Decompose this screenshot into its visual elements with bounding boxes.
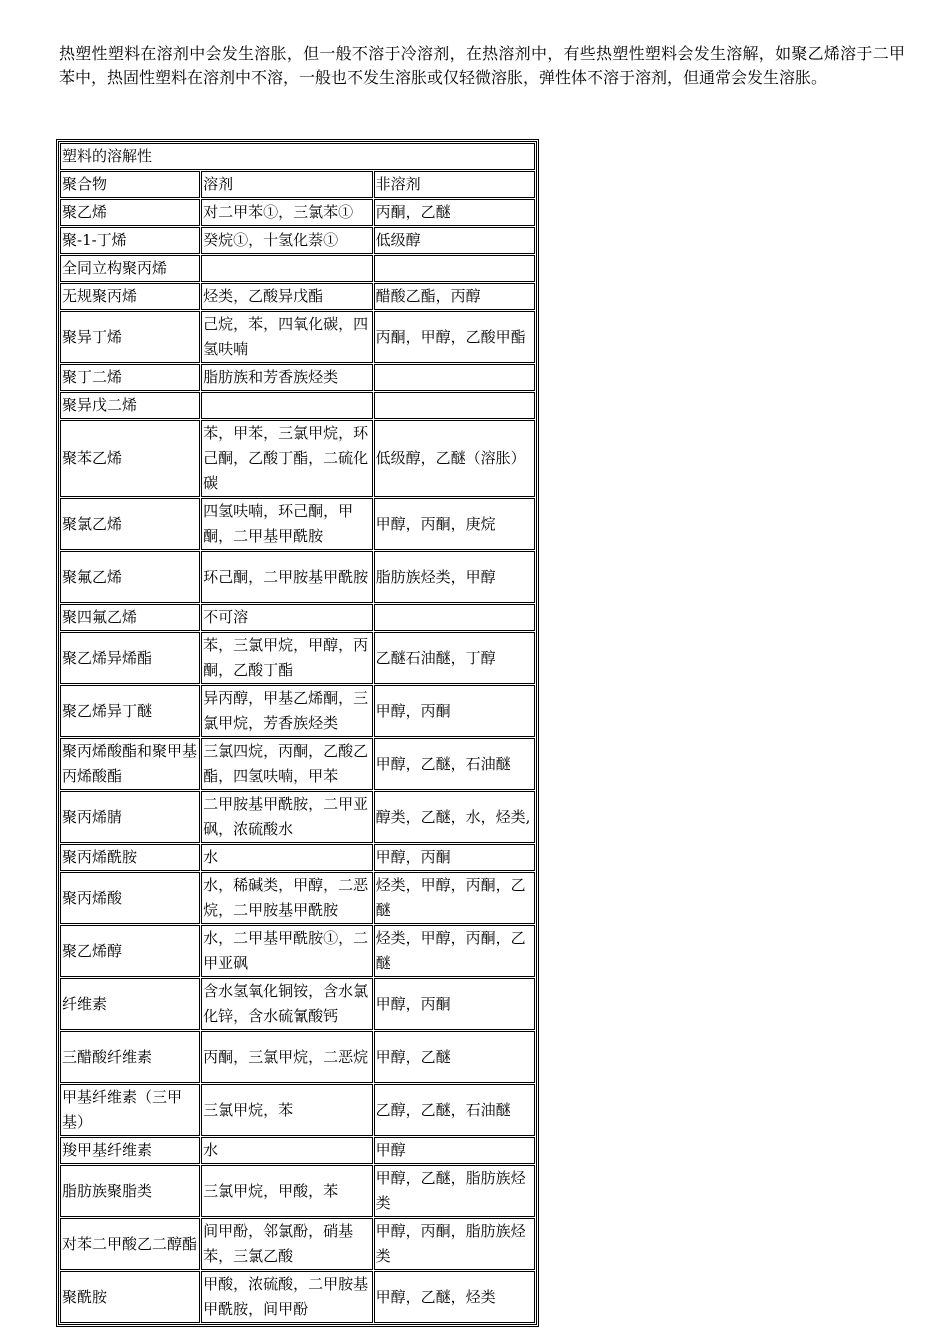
cell-non-solvent: 甲醇，乙醚 bbox=[374, 1031, 535, 1083]
cell-polymer: 脂肪族聚脂类 bbox=[60, 1165, 200, 1217]
cell-polymer: 聚酰胺 bbox=[60, 1271, 200, 1323]
cell-polymer: 对苯二甲酸乙二醇酯 bbox=[60, 1218, 200, 1270]
cell-non-solvent: 低级醇，乙醚（溶胀） bbox=[374, 420, 535, 497]
intro-paragraph: 热塑性塑料在溶剂中会发生溶胀，但一般不溶于冷溶剂，在热溶剂中，有些热塑性塑料会发生溶解，如聚乙烯溶于二甲苯中，热固性塑料在溶剂中不溶，一般也不发生溶胀或仅轻微溶胀，弹性体不溶于溶剂，但通常会发生溶胀。 bbox=[59, 44, 905, 87]
cell-solvent: 二甲胺基甲酰胺，二甲亚砜，浓硫酸水 bbox=[201, 791, 372, 843]
cell-polymer: 聚四氟乙烯 bbox=[60, 604, 200, 631]
cell-non-solvent: 甲醇，丙酮，庚烷 bbox=[374, 498, 535, 550]
table-header-row bbox=[60, 171, 535, 198]
cell-solvent: 环己酮，二甲胺基甲酰胺 bbox=[201, 551, 372, 603]
cell-solvent: 甲酸，浓硫酸，二甲胺基甲酰胺，间甲酚 bbox=[201, 1271, 372, 1323]
cell-solvent: 含水氢氧化铜铵，含水氯化锌，含水硫氰酸钙 bbox=[201, 978, 372, 1030]
table-row bbox=[60, 604, 535, 631]
table-row bbox=[60, 255, 535, 282]
cell-polymer: 聚异戊二烯 bbox=[60, 392, 200, 419]
table-row bbox=[60, 872, 535, 924]
cell-polymer: 聚乙烯 bbox=[60, 199, 200, 226]
cell-polymer: 聚丙烯腈 bbox=[60, 791, 200, 843]
cell-non-solvent: 醋酸乙酯，丙醇 bbox=[374, 283, 535, 310]
cell-solvent: 水 bbox=[201, 1137, 372, 1164]
cell-polymer: 三醋酸纤维素 bbox=[60, 1031, 200, 1083]
cell-solvent: 异丙醇，甲基乙烯酮，三氯甲烷，芳香族烃类 bbox=[201, 685, 372, 737]
cell-non-solvent: 烃类，甲醇，丙酮，乙醚 bbox=[374, 925, 535, 977]
cell-solvent: 三氯四烷，丙酮，乙酸乙酯，四氢呋喃，甲苯 bbox=[201, 738, 372, 790]
cell-polymer: 聚乙烯异丁醚 bbox=[60, 685, 200, 737]
cell-polymer: 聚丁二烯 bbox=[60, 364, 200, 391]
table-row bbox=[60, 791, 535, 843]
cell-solvent: 水 bbox=[201, 844, 372, 871]
cell-non-solvent: 甲醇，丙酮 bbox=[374, 844, 535, 871]
cell-polymer: 全同立构聚丙烯 bbox=[60, 255, 200, 282]
cell-solvent bbox=[201, 392, 372, 419]
table-row bbox=[60, 227, 535, 254]
cell-non-solvent: 甲醇，乙醚，石油醚 bbox=[374, 738, 535, 790]
cell-non-solvent: 甲醇，丙酮 bbox=[374, 978, 535, 1030]
table-caption: 塑料的溶解性 bbox=[60, 143, 535, 170]
table-caption-row bbox=[60, 143, 535, 170]
cell-polymer: 聚异丁烯 bbox=[60, 311, 200, 363]
cell-polymer: 聚丙烯酸酯和聚甲基丙烯酸酯 bbox=[60, 738, 200, 790]
table-row bbox=[60, 738, 535, 790]
table-row bbox=[60, 311, 535, 363]
header-polymer: 聚合物 bbox=[60, 171, 200, 198]
cell-solvent: 三氯甲烷，甲酸，苯 bbox=[201, 1165, 372, 1217]
cell-non-solvent: 甲醇，乙醚，脂肪族烃类 bbox=[374, 1165, 535, 1217]
cell-polymer: 聚乙烯醇 bbox=[60, 925, 200, 977]
cell-solvent: 四氢呋喃，环己酮，甲酮，二甲基甲酰胺 bbox=[201, 498, 372, 550]
table-row bbox=[60, 1271, 535, 1323]
solubility-table bbox=[58, 141, 537, 1325]
cell-polymer: 聚氯乙烯 bbox=[60, 498, 200, 550]
cell-polymer: 聚-1-丁烯 bbox=[60, 227, 200, 254]
cell-polymer: 聚丙烯酰胺 bbox=[60, 844, 200, 871]
cell-solvent: 苯，甲苯，三氯甲烷，环己酮，乙酸丁酯，二硫化碳 bbox=[201, 420, 372, 497]
cell-non-solvent: 烃类，甲醇，丙酮，乙醚 bbox=[374, 872, 535, 924]
cell-non-solvent bbox=[374, 364, 535, 391]
table-row bbox=[60, 1165, 535, 1217]
table-row bbox=[60, 1137, 535, 1164]
table-row bbox=[60, 1218, 535, 1270]
cell-solvent: 不可溶 bbox=[201, 604, 372, 631]
cell-non-solvent bbox=[374, 392, 535, 419]
cell-polymer: 甲基纤维素（三甲基） bbox=[60, 1084, 200, 1136]
cell-non-solvent bbox=[374, 604, 535, 631]
cell-non-solvent: 甲醇 bbox=[374, 1137, 535, 1164]
table-row bbox=[60, 632, 535, 684]
table-row bbox=[60, 925, 535, 977]
table-row bbox=[60, 844, 535, 871]
table-row bbox=[60, 685, 535, 737]
table-row bbox=[60, 420, 535, 497]
table-row bbox=[60, 283, 535, 310]
cell-solvent: 间甲酚，邻氯酚，硝基苯，三氯乙酸 bbox=[201, 1218, 372, 1270]
header-non-solvent: 非溶剂 bbox=[374, 171, 535, 198]
cell-solvent: 癸烷①，十氢化萘① bbox=[201, 227, 372, 254]
cell-solvent bbox=[201, 255, 372, 282]
table-row bbox=[60, 364, 535, 391]
cell-non-solvent: 甲醇，丙酮 bbox=[374, 685, 535, 737]
table-row bbox=[60, 498, 535, 550]
cell-non-solvent: 甲醇，乙醚，烃类 bbox=[374, 1271, 535, 1323]
cell-polymer: 羧甲基纤维素 bbox=[60, 1137, 200, 1164]
cell-polymer: 聚苯乙烯 bbox=[60, 420, 200, 497]
cell-polymer: 聚乙烯异烯酯 bbox=[60, 632, 200, 684]
cell-non-solvent: 丙酮，甲醇，乙酸甲酯 bbox=[374, 311, 535, 363]
cell-non-solvent: 脂肪族烃类，甲醇 bbox=[374, 551, 535, 603]
cell-non-solvent: 低级醇 bbox=[374, 227, 535, 254]
cell-non-solvent: 醇类，乙醚，水，烃类, bbox=[374, 791, 535, 843]
cell-solvent: 脂肪族和芳香族烃类 bbox=[201, 364, 372, 391]
cell-solvent: 烃类，乙酸异戊酯 bbox=[201, 283, 372, 310]
cell-polymer: 聚氟乙烯 bbox=[60, 551, 200, 603]
cell-solvent: 丙酮，三氯甲烷，二恶烷 bbox=[201, 1031, 372, 1083]
cell-solvent: 对二甲苯①，三氯苯① bbox=[201, 199, 372, 226]
cell-non-solvent: 甲醇，丙酮，脂肪族烃类 bbox=[374, 1218, 535, 1270]
cell-non-solvent: 丙酮，乙醚 bbox=[374, 199, 535, 226]
table-row bbox=[60, 392, 535, 419]
cell-polymer: 无规聚丙烯 bbox=[60, 283, 200, 310]
cell-solvent: 三氯甲烷，苯 bbox=[201, 1084, 372, 1136]
table-row bbox=[60, 1031, 535, 1083]
cell-polymer: 聚丙烯酸 bbox=[60, 872, 200, 924]
cell-solvent: 苯，三氯甲烷，甲醇，丙酮，乙酸丁酯 bbox=[201, 632, 372, 684]
cell-non-solvent: 乙醇，乙醚，石油醚 bbox=[374, 1084, 535, 1136]
table-row bbox=[60, 1084, 535, 1136]
table-row bbox=[60, 978, 535, 1030]
header-solvent: 溶剂 bbox=[201, 171, 372, 198]
table-row bbox=[60, 551, 535, 603]
cell-polymer: 纤维素 bbox=[60, 978, 200, 1030]
cell-non-solvent: 乙醚石油醚，丁醇 bbox=[374, 632, 535, 684]
cell-solvent: 水，二甲基甲酰胺①，二甲亚砜 bbox=[201, 925, 372, 977]
cell-solvent: 己烷，苯，四氧化碳，四氢呋喃 bbox=[201, 311, 372, 363]
cell-solvent: 水，稀碱类，甲醇，二恶烷，二甲胺基甲酰胺 bbox=[201, 872, 372, 924]
cell-non-solvent bbox=[374, 255, 535, 282]
table-row bbox=[60, 199, 535, 226]
